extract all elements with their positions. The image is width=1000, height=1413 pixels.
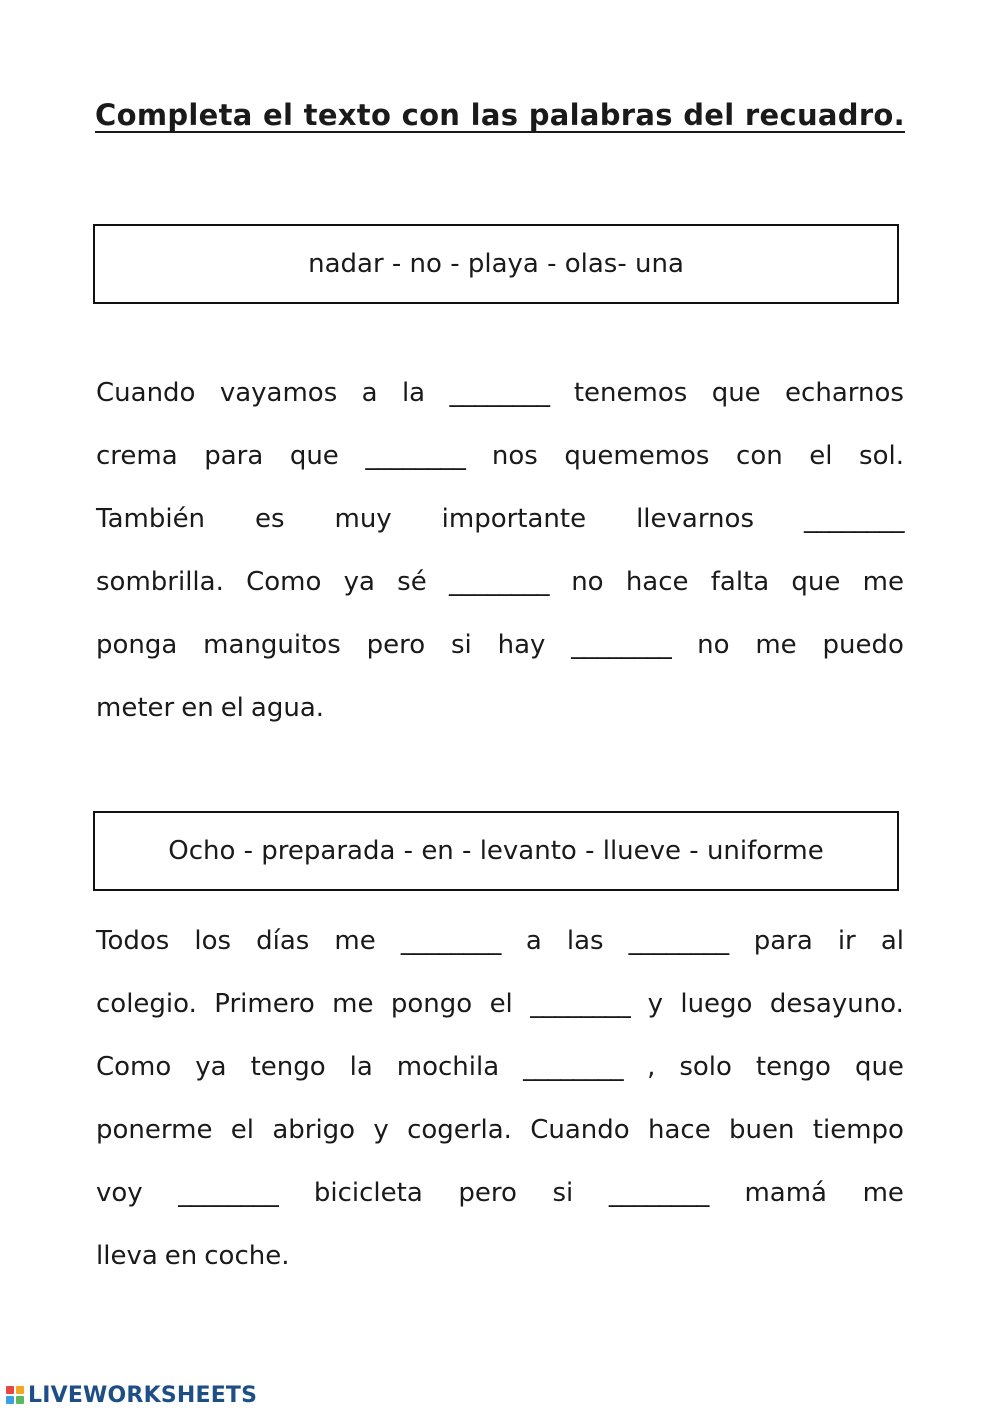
exercise-2-paragraph — [96, 918, 904, 1296]
word: me — [862, 1178, 904, 1208]
text-line — [96, 1233, 904, 1296]
answer-blank[interactable]: ________ — [803, 504, 904, 534]
answer-blank[interactable]: ________ — [365, 441, 466, 471]
word: crema — [96, 441, 178, 471]
word: con — [736, 441, 783, 471]
word: me — [332, 989, 374, 1019]
answer-blank[interactable]: ________ — [178, 1178, 279, 1208]
word: me — [755, 630, 797, 660]
answer-blank[interactable]: ________ — [523, 1052, 624, 1082]
word: sé — [397, 567, 427, 597]
answer-blank[interactable]: ________ — [400, 926, 501, 956]
word: pero — [458, 1178, 517, 1208]
word: mamá — [744, 1178, 827, 1208]
text-line — [96, 918, 904, 981]
word: ya — [195, 1052, 227, 1082]
text-line — [96, 370, 904, 433]
word: llevarnos — [636, 504, 754, 534]
word: colegio. — [96, 989, 197, 1019]
word: no — [697, 630, 730, 660]
word: los — [194, 926, 232, 956]
word: el — [220, 693, 244, 723]
word: importante — [441, 504, 587, 534]
word: si — [450, 630, 472, 660]
word: mochila — [396, 1052, 500, 1082]
answer-blank[interactable]: ________ — [448, 567, 549, 597]
text-line — [96, 622, 904, 685]
text-line — [96, 981, 904, 1044]
answer-blank[interactable]: ________ — [628, 926, 729, 956]
word: pongo — [390, 989, 473, 1019]
word: me — [862, 567, 904, 597]
logo-square — [16, 1396, 24, 1404]
word: puedo — [822, 630, 904, 660]
word-bank-box-2 — [93, 811, 899, 891]
word: para — [753, 926, 813, 956]
word: ir — [837, 926, 856, 956]
word: que — [854, 1052, 904, 1082]
word: hace — [648, 1115, 711, 1145]
word: Como — [96, 1052, 172, 1082]
word: que — [711, 378, 761, 408]
answer-blank[interactable]: ________ — [449, 378, 550, 408]
word: manguitos — [203, 630, 341, 660]
word: agua. — [250, 693, 325, 723]
word: También — [96, 504, 206, 534]
word: Todos — [96, 926, 170, 956]
word: coche. — [204, 1241, 290, 1271]
word: ponerme — [96, 1115, 213, 1145]
word: abrigo — [272, 1115, 356, 1145]
word: la — [349, 1052, 373, 1082]
word: cogerla. — [407, 1115, 512, 1145]
logo-square — [16, 1386, 24, 1394]
word: voy — [96, 1178, 143, 1208]
word: sombrilla. — [96, 567, 224, 597]
word: bicicleta — [313, 1178, 423, 1208]
word: al — [880, 926, 904, 956]
word: si — [552, 1178, 574, 1208]
word: vayamos — [219, 378, 338, 408]
word: tengo — [250, 1052, 326, 1082]
word: pero — [366, 630, 426, 660]
word: es — [255, 504, 285, 534]
liveworksheets-logo — [6, 1382, 257, 1408]
text-line — [96, 1107, 904, 1170]
logo-text: LIVEWORKSHEETS — [28, 1382, 258, 1408]
word: solo — [679, 1052, 732, 1082]
text-line — [96, 433, 904, 496]
word: a — [361, 378, 378, 408]
answer-blank[interactable]: ________ — [608, 1178, 709, 1208]
word: la — [401, 378, 426, 408]
logo-square — [6, 1386, 14, 1394]
word: que — [289, 441, 339, 471]
word: y — [373, 1115, 389, 1145]
word: lleva — [96, 1241, 158, 1271]
word: las — [566, 926, 604, 956]
exercise-1-paragraph — [96, 370, 904, 748]
word: Cuando — [96, 378, 196, 408]
word: hace — [625, 567, 689, 597]
word: falta — [710, 567, 770, 597]
worksheet-title: Completa el texto con las palabras del recuadro. — [95, 98, 905, 132]
word: , — [647, 1052, 656, 1082]
word: ya — [343, 567, 375, 597]
word: Como — [246, 567, 322, 597]
word: tengo — [755, 1052, 831, 1082]
word-bank-box-1 — [93, 224, 899, 304]
word: a — [525, 926, 542, 956]
word: en — [164, 1241, 198, 1271]
word: hay — [497, 630, 546, 660]
text-line — [96, 685, 904, 748]
word-bank-text-2: Ocho - preparada - en - levanto - llueve - uniforme — [168, 836, 824, 866]
word: Primero — [214, 989, 315, 1019]
word: el — [809, 441, 833, 471]
text-line — [96, 559, 904, 622]
logo-square — [6, 1396, 14, 1404]
word: en — [181, 693, 214, 723]
word: me — [334, 926, 376, 956]
text-line — [96, 496, 904, 559]
word: quememos — [564, 441, 710, 471]
word: tiempo — [812, 1115, 904, 1145]
word: sol. — [859, 441, 904, 471]
word: que — [791, 567, 841, 597]
word: Cuando — [530, 1115, 630, 1145]
word: luego — [680, 989, 753, 1019]
word: no — [571, 567, 604, 597]
word: nos — [491, 441, 538, 471]
word: meter — [96, 693, 175, 723]
word: el — [230, 1115, 254, 1145]
word: el — [489, 989, 513, 1019]
word: y — [647, 989, 663, 1019]
answer-blank[interactable]: ________ — [571, 630, 672, 660]
word: días — [256, 926, 310, 956]
word: para — [204, 441, 264, 471]
word: buen — [729, 1115, 795, 1145]
word: desayuno. — [769, 989, 904, 1019]
text-line — [96, 1044, 904, 1107]
word-bank-text-1: nadar - no - playa - olas- una — [308, 249, 684, 279]
text-line — [96, 1170, 904, 1233]
liveworksheets-logo-icon — [6, 1386, 24, 1404]
word: tenemos — [573, 378, 688, 408]
answer-blank[interactable]: ________ — [530, 989, 631, 1019]
word: muy — [334, 504, 392, 534]
word: ponga — [96, 630, 178, 660]
word: echarnos — [785, 378, 904, 408]
